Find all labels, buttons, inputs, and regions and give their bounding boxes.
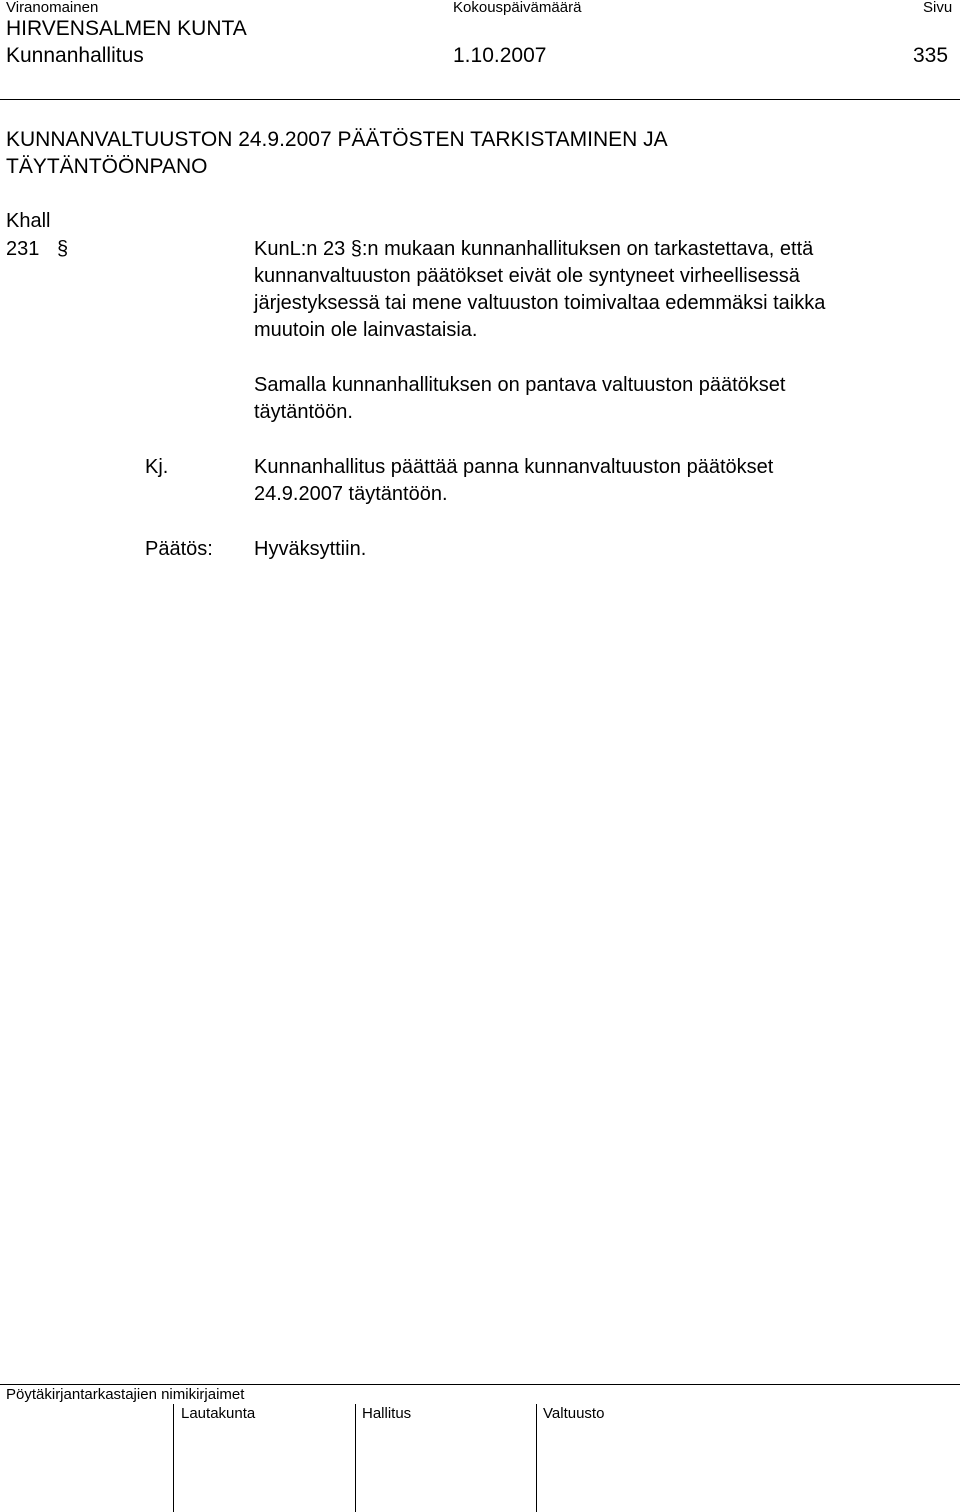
decision-text: Hyväksyttiin. xyxy=(254,538,367,560)
signature-column-government: Hallitus xyxy=(362,1405,412,1422)
meeting-date-label: Kokouspäivämäärä xyxy=(453,0,582,16)
paragraph-line: KunL:n 23 §:n mukaan kunnanhallituksen on tarkastettava, että xyxy=(254,238,814,260)
paragraph-line: Samalla kunnanhallituksen on pantava valtuuston päätökset xyxy=(254,374,786,396)
proposal-label: Kj. xyxy=(145,456,169,478)
section-number: 231 xyxy=(6,238,40,260)
paragraph-line: järjestyksessä tai mene valtuuston toimivaltaa edemmäksi taikka xyxy=(254,292,826,314)
paragraph-line: muutoin ole lainvastaisia. xyxy=(254,319,478,341)
signature-column-divider xyxy=(173,1404,174,1512)
municipality-name: HIRVENSALMEN KUNTA xyxy=(6,17,247,40)
meeting-date: 1.10.2007 xyxy=(453,44,547,67)
header-divider xyxy=(0,99,960,100)
decision-label: Päätös: xyxy=(145,538,213,560)
signature-column-board: Lautakunta xyxy=(181,1405,256,1422)
signatures-label: Pöytäkirjantarkastajien nimikirjaimet xyxy=(6,1386,245,1403)
board-abbreviation: Khall xyxy=(6,210,51,232)
document-title-line1: KUNNANVALTUUSTON 24.9.2007 PÄÄTÖSTEN TARKISTAMINEN JA xyxy=(6,128,668,151)
section-symbol: § xyxy=(57,238,69,260)
body-name: Kunnanhallitus xyxy=(6,44,144,67)
signature-column-council: Valtuusto xyxy=(543,1405,605,1422)
paragraph-line: täytäntöön. xyxy=(254,401,353,423)
page-number: 335 xyxy=(913,44,949,67)
document-title-line2: TÄYTÄNTÖÖNPANO xyxy=(6,155,208,178)
proposal-line: Kunnanhallitus päättää panna kunnanvaltuuston päätökset xyxy=(254,456,774,478)
paragraph-line: kunnanvaltuuston päätökset eivät ole syntyneet virheellisessä xyxy=(254,265,800,287)
proposal-line: 24.9.2007 täytäntöön. xyxy=(254,483,448,505)
footer-divider xyxy=(0,1384,960,1385)
signature-column-divider xyxy=(355,1404,356,1512)
page-label: Sivu xyxy=(923,0,953,16)
signature-column-divider xyxy=(536,1404,537,1512)
issuer-label: Viranomainen xyxy=(6,0,99,16)
